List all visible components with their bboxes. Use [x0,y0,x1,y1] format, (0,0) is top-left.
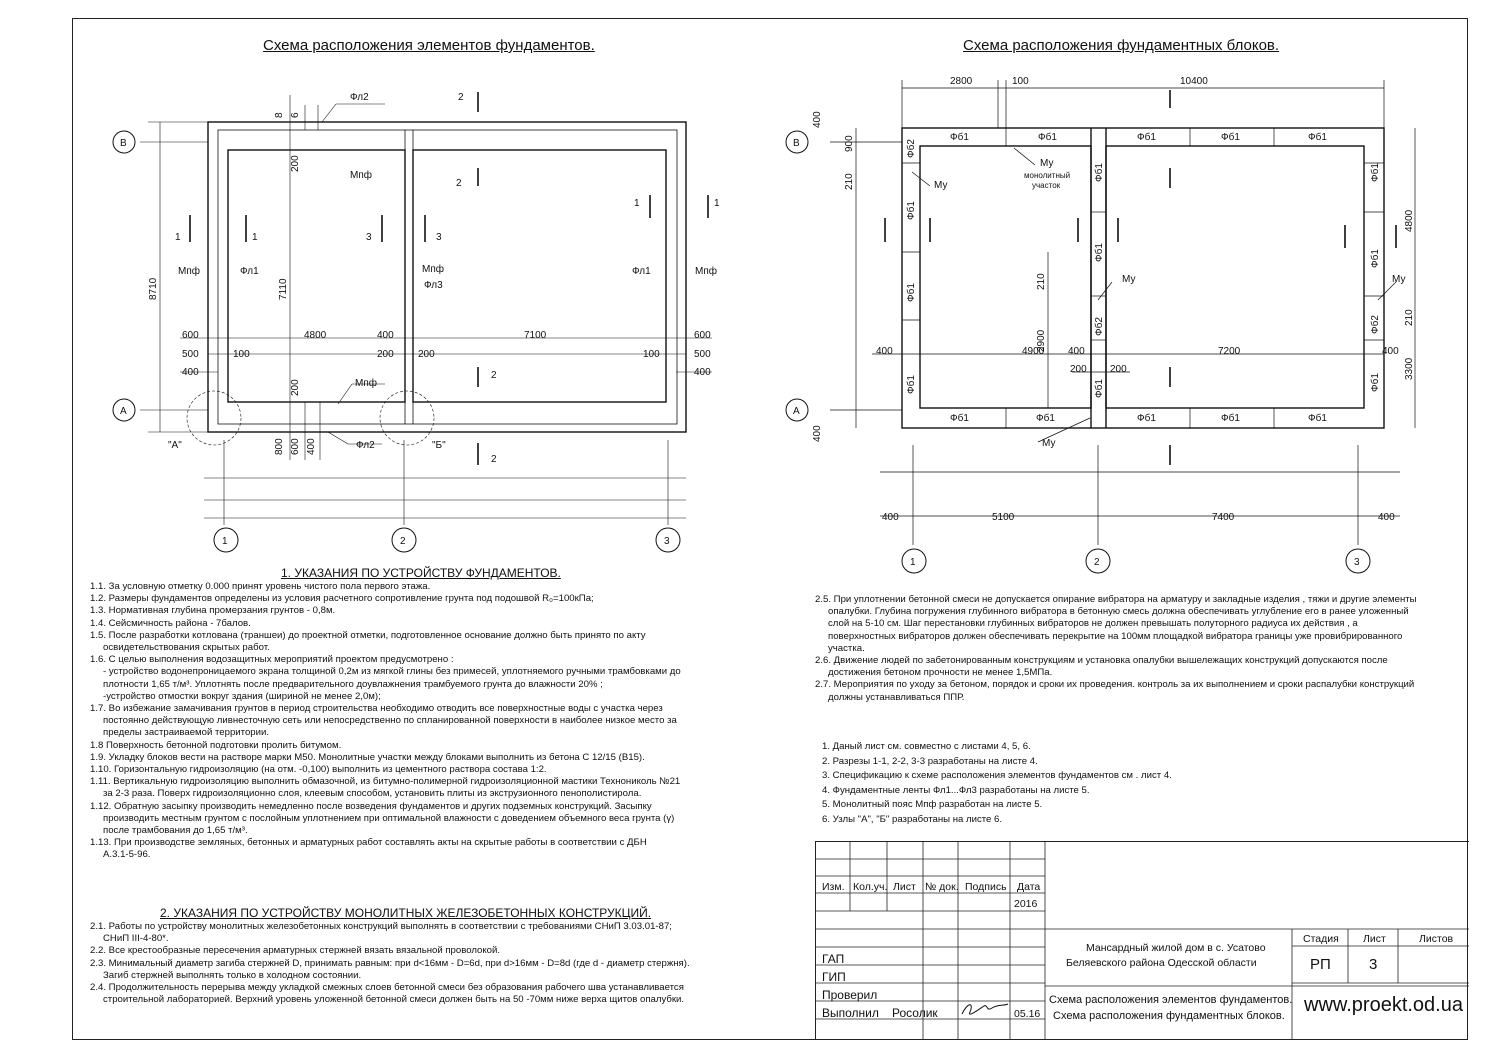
dim-100-l: 100 [233,349,250,360]
mu-right: Му [1392,274,1406,285]
section1-notes [90,581,740,862]
r-dim-210-m: 210 [1036,273,1047,290]
dim-400-l: 400 [182,367,199,378]
fb1-t1: Фб1 [950,132,969,143]
dim-8710: 8710 [148,277,159,300]
note-1-7: 1.7. Во избежание замачивания грунтов в период строительства необходимо отводить все поверхностные воды с участка через [90,703,663,715]
dim-200-bottom: 200 [290,379,301,396]
r-dim-210-l: 210 [844,173,855,190]
note-2-5b: опалубки. Глубина погружения глубинного вибратора в бетонную смесь должна обеспечивать углубление его в ранее уложенный [828,606,1409,618]
note-1-5: 1.5. После разработки котлована (траншеи) до проектной отметки, подготовленное основание должно быть принято по акту [90,629,646,641]
dim-200-b: 200 [418,349,435,360]
note-1-13b: А.3.1-5-96. [103,849,151,861]
r-dim-200-b: 200 [1110,364,1127,375]
fb2-l: Фб2 [906,139,917,158]
stamp-project-2: Беляевского района Одесской области [1066,957,1257,969]
general-notes [822,740,1422,828]
dim-500-l: 500 [182,349,199,360]
left-plan-title: Схема расположения элементов фундаментов. [263,37,595,54]
cut-2-mid: 2 [456,178,462,189]
r-dim-400-bl: 400 [882,512,899,523]
note-1-4: 1.4. Сейсмичность района - 7балов. [90,617,251,629]
axis-2-label: 2 [400,536,406,547]
fb1-r1: Фб1 [1370,163,1381,182]
r-dim-3300: 3300 [1404,357,1415,380]
note-2-5e: участка. [828,642,865,654]
fb1-b4: Фб1 [1221,413,1240,424]
r-dim-200-a: 200 [1070,364,1087,375]
fb1-m1: Фб1 [1094,163,1105,182]
r-dim-4800: 4800 [1404,209,1415,232]
note-1-5b: освидетельствования скрытых работ. [103,642,270,654]
dim-4800: 4800 [304,330,327,341]
dim-600-r: 600 [694,330,711,341]
dim-200-a: 200 [377,349,394,360]
r-dim-400-m: 400 [1068,346,1085,357]
r-dim-400-br: 400 [1378,512,1395,523]
note-2-2: 2.2. Все крестообразные пересечения арматурных стержней вязать вязальной проволокой. [90,945,501,957]
r-dim-10400: 10400 [1180,76,1208,87]
gen-note-1: 1. Даный лист см. совместно с листами 4, 5, 6. [822,741,1031,752]
fb1-m2: Фб1 [1094,243,1105,262]
note-2-6: 2.6. Движение людей по забетонированным конструкциям и установка опалубки вышележащих конструкций допускаются после [815,655,1388,667]
stamp-h-list2: Лист [1363,933,1386,945]
note-1-6: 1.6. С целью выполнения водозащитных мероприятий проектом предусмотрено : [90,654,454,666]
label-node-b: "Б" [432,440,446,451]
note-1-6a: - устройство водонепроницаемого экрана толщиной 0,2м из мягкой глины без примесей, уплотняемого ручными трамбовками до [103,666,681,678]
note-1-12c: после трамбования до 1,65 т/м³. [103,825,248,837]
stamp-project: Мансардный жилой дом в с. Усатово [1086,942,1266,954]
stamp-gip: ГИП [822,970,846,984]
stamp-h-ndok: № док. [925,881,959,893]
stamp-vypolnil: Выполнил [822,1006,879,1020]
mono-label-2: участок [1032,181,1061,190]
stamp-h-izm: Изм. [822,881,845,893]
label-mpf-bottom: Мпф [355,378,377,389]
r-dim-400-vt: 400 [812,111,823,128]
r-dim-400-r: 400 [1382,346,1399,357]
section1-heading: 1. УКАЗАНИЯ ПО УСТРОЙСТВУ ФУНДАМЕНТОВ. [281,566,561,580]
r-dim-2800: 2800 [950,76,973,87]
dim-400-v: 400 [306,438,317,455]
dim-7100: 7100 [524,330,547,341]
note-2-5d: поверхностных вибраторов должен обеспечивать перекрытие на 100мм площадкой вибратора границы уже провибрированного [828,630,1403,642]
mu-top: Му [1040,158,1054,169]
fb2-m: Фб2 [1094,317,1105,336]
note-1-13: 1.13. При производстве земляных, бетонных и арматурных работ составлять акты на скрытые работы в соответствии с ДБН [90,837,647,849]
note-1-11b: за 2-3 раза. Поверх гидроизоляционно слоя, клеевым способом, установить плиты из экструзионного пенополистирола. [103,788,642,800]
cut-2-bottom: 2 [491,454,497,465]
note-1-6c: -устройство отмостки вокруг здания (шириной не менее 2,0м); [103,690,381,702]
note-1-7b: постоянно действующую ливнесточную сеть или непосредственно по спланированной поверхности в наиболее низкое место за [103,715,677,727]
gen-note-5: 5. Монолитный пояс Мпф разработан на листе 5. [822,799,1043,811]
r-axis-1: 1 [910,557,916,568]
r-dim-400-l: 400 [876,346,893,357]
gen-note-3: 3. Спецификацию к схеме расположения элементов фундаментов см . лист 4. [822,770,1172,782]
stamp-proveril: Проверил [822,988,878,1002]
note-1-11: 1.11. Вертикальную гидроизоляцию выполнить обмазочной, из битумно-полимерной гидроизоляционной мастики Технониколь №21 [90,776,681,788]
fb1-t3: Фб1 [1137,132,1156,143]
note-1-12b: производить местным грунтом с послойным уплотнением при оптимальной влажности с доведением объемного веса грунта (γ) [103,812,675,824]
r-dim-4900: 4900 [1022,346,1045,357]
note-2-1: 2.1. Работы по устройству монолитных железобетонных конструкций выполнять в соответствии с требованиями СНиП 3.03.01-87; [90,921,672,932]
mu-left: Му [934,180,948,191]
stamp-sheet-title-2: Схема расположения фундаментных блоков. [1053,1010,1285,1022]
gen-note-4: 4. Фундаментные ленты Фл1...Фл3 разработаны на листе 5. [822,784,1090,796]
r-axis-A: A [793,406,800,417]
label-mpf-mid: Мпф [422,264,444,275]
r-axis-B: B [793,138,800,149]
dim-8: 8 [274,112,285,118]
fb1-r3: Фб1 [1370,373,1381,392]
r-dim-7400: 7400 [1212,512,1235,523]
note-1-1: 1.1. За условную отметку 0.000 принят уровень чистого пола первого этажа. [90,581,431,592]
signature-icon [958,998,1012,1020]
dim-800: 800 [274,438,285,455]
r-dim-100: 100 [1012,76,1029,87]
stamp-h-listov: Листов [1419,933,1454,945]
note-2-4b: строительной лабораторией. Верхний уровень уложенной бетонной смеси должен быть на 50 -70мм ниже верха щитов опалубки. [103,994,685,1006]
stamp-h-data: Дата [1017,881,1041,893]
label-mpf-right: Мпф [695,266,717,277]
label-fl1-right: Фл1 [632,266,651,277]
fb1-r2: Фб1 [1370,249,1381,268]
title-block [815,841,1469,1040]
label-node-a: "А" [168,440,182,451]
note-1-10: 1.10. Горизонтальную гидроизоляцию (на отм. -0,100) выполнить из цементного раствора состава 1:2. [90,764,547,776]
note-1-6b: плотности 1,65 т/м³. Уплотнять после предварительного доувлажнения трамбуемого грунта до влажности 20% ; [103,678,603,690]
cut-3-a: 3 [366,232,372,243]
stamp-stadia: РП [1310,956,1331,973]
dim-6: 6 [290,112,301,118]
section2-notes [90,921,740,1006]
note-1-3: 1.3. Нормативная глубина промерзания грунтов - 0,8м. [90,605,336,617]
note-2-5c: слой на 5-10 см. Шаг перестановки глубинных вибраторов не должен превышать полуторного радиуса их действия , а [828,618,1358,630]
section2-heading: 2. УКАЗАНИЯ ПО УСТРОЙСТВУ МОНОЛИТНЫХ ЖЕЛЕЗОБЕТОННЫХ КОНСТРУКЦИЙ. [160,906,652,920]
fb1-l2: Фб1 [906,283,917,302]
dim-7110: 7110 [278,278,289,300]
note-2-4: 2.4. Продолжительность перерыва между укладкой смежных слоев бетонной смеси без образования рабочего шва устанавливается [90,982,684,994]
label-fl1-left: Фл1 [240,266,259,277]
cut-1-left-b: 1 [252,232,258,243]
cut-1-right-b: 1 [714,198,720,209]
label-fl3-mid: Фл3 [424,280,443,291]
stamp-h-podpis: Подпись [965,881,1007,893]
note-2-1b: СНиП III-4-80*. [103,933,169,945]
r-dim-7200: 7200 [1218,346,1241,357]
gen-note-6: 6. Узлы "А", "Б" разработаны на листе 6. [822,813,1003,825]
cut-1-right: 1 [634,198,640,209]
note-2-7b: должны устанавливаться ППР. [828,691,965,703]
cut-2-low: 2 [491,370,497,381]
fb1-b3: Фб1 [1137,413,1156,424]
label-fl2-top: Фл2 [350,92,369,103]
stamp-executor: Росолик [892,1006,938,1020]
r-dim-5100: 5100 [992,512,1015,523]
cut-1-left: 1 [175,232,181,243]
label-mpf-left: Мпф [178,266,200,277]
axis-3-label: 3 [664,536,670,547]
stamp-list: 3 [1369,956,1378,973]
note-1-7c: пределы застраиваемой территории. [103,727,269,739]
note-1-12: 1.12. Обратную засыпку производить немедленно после возведения фундаментов и других подземных конструкций. Засыпку [90,800,652,812]
fb1-b5: Фб1 [1308,413,1327,424]
stamp-site-link[interactable]: www.proekt.od.ua [1304,994,1463,1016]
fb1-m3: Фб1 [1094,379,1105,398]
note-2-3: 2.3. Минимальный диаметр загиба стержней D, принимать равным: при d<16мм - D=6d, при d>16мм - D=8d (где d - диаметр стержня). [90,957,690,969]
dim-400-r: 400 [694,367,711,378]
cut-2-top: 2 [458,92,464,103]
dim-600-v: 600 [290,438,301,455]
fb1-t2: Фб1 [1038,132,1057,143]
note-1-9: 1.9. Укладку блоков вести на растворе марки М50. Монолитные участки между блоками выполнить из бетона С 12/15 (В15). [90,751,645,763]
mu-mid: Му [1122,274,1136,285]
axis-A-label: A [120,406,127,417]
gen-note-2: 2. Разрезы 1-1, 2-2, 3-3 разработаны на листе 4. [822,755,1038,767]
dim-500-r: 500 [694,349,711,360]
dim-200-top: 200 [290,155,301,172]
cut-3-b: 3 [436,232,442,243]
note-1-2: 1.2. Размеры фундаментов определены из условия расчетного сопротивление грунта под подошвой R₀=100кПа; [90,593,594,605]
stamp-h-stadia: Стадия [1303,933,1339,945]
r-dim-210-r: 210 [1404,309,1415,326]
section2-continued [815,594,1465,704]
note-2-5: 2.5. При уплотнении бетонной смеси не допускается опирание вибратора на арматуру и закладные изделия , тяжи и другие элементы [815,594,1417,605]
r-axis-2: 2 [1094,557,1100,568]
axis-B-label: B [120,138,127,149]
label-mpf-top: Мпф [350,170,372,181]
mu-bottom: Му [1042,438,1056,449]
stamp-year: 2016 [1014,898,1038,910]
stamp-exec-date: 05.16 [1014,1008,1041,1020]
fb1-t4: Фб1 [1221,132,1240,143]
mono-label: монолитный [1024,171,1071,180]
label-fl2-bottom: Фл2 [356,440,375,451]
dim-100-r: 100 [643,349,660,360]
fb1-b2: Фб1 [1036,413,1055,424]
axis-1-label: 1 [222,536,228,547]
stamp-h-list: Лист [893,881,916,893]
r-dim-400-vb: 400 [812,425,823,442]
note-2-6b: достижения бетоном прочности не менее 1,5МПа. [828,667,1053,679]
fb1-l3: Фб1 [906,375,917,394]
right-plan-title: Схема расположения фундаментных блоков. [963,37,1280,54]
r-axis-3: 3 [1354,557,1360,568]
note-2-7: 2.7. Мероприятия по уходу за бетоном, порядок и сроки их проведения. контроль за их выполнением и сроки распалубки конструкций [815,679,1415,691]
stamp-h-koluch: Кол.уч. [853,881,888,893]
fb2-r: Фб2 [1370,315,1381,334]
r-dim-2900: 2900 [1036,329,1047,352]
stamp-sheet-title: Схема расположения элементов фундаментов. [1049,994,1293,1006]
fb1-t5: Фб1 [1308,132,1327,143]
note-1-8: 1.8 Поверхность бетонной подготовки пролить битумом. [90,739,342,751]
fb1-l1: Фб1 [906,201,917,220]
dim-400-mid: 400 [377,330,394,341]
fb1-b1: Фб1 [950,413,969,424]
note-2-3b: Загиб стержней выполнять только в холодном состоянии. [103,969,362,981]
stamp-gap: ГАП [822,952,845,966]
r-dim-900: 900 [844,135,855,152]
dim-600-l: 600 [182,330,199,341]
